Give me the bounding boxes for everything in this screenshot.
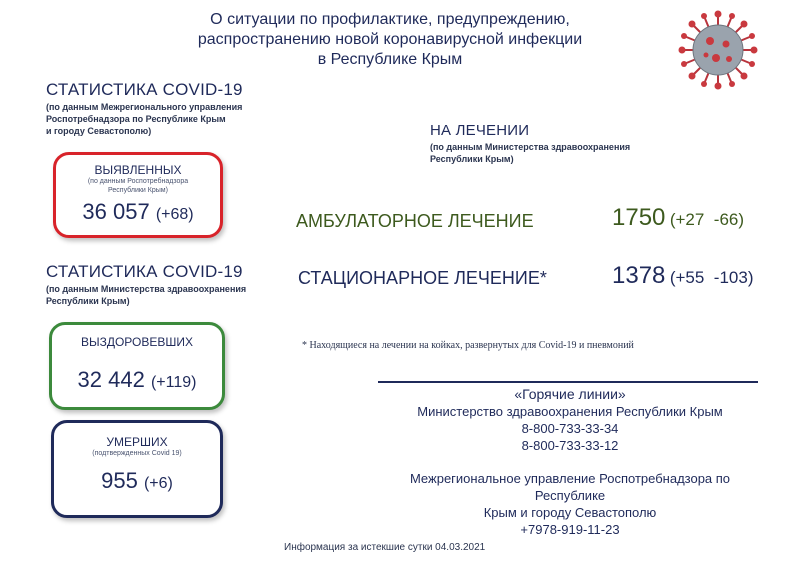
detected-label: ВЫЯВЛЕННЫХ: [94, 163, 182, 177]
stats-rpn-heading: СТАТИСТИКА COVID-19: [46, 80, 243, 99]
ambulatory-count: [612, 204, 744, 232]
footnote: * Находящиеся на лечении на койках, развернутых для Covid-19 и пневмоний: [302, 340, 634, 351]
hotlines-title: «Горячие линии»: [514, 386, 626, 402]
stats-mz-heading: СТАТИСТИКА COVID-19: [46, 262, 243, 281]
title-line-1: О ситуации по профилактике, предупреждению,: [210, 11, 570, 28]
recovered-value: 32 442: [77, 367, 145, 392]
inpatient-value: 1378: [612, 262, 666, 289]
hotlines-mz-phone-2[interactable]: 8-800-733-33-12: [521, 438, 619, 453]
treatment-source-line-2: Республики Крым): [430, 154, 514, 164]
stats-rpn-source-line-3: и городу Севастополю): [46, 126, 152, 136]
died-sub: (подтвержденных Covid 19): [92, 450, 182, 457]
title-line-2: распространению новой коронавирусной инфекции: [197, 31, 583, 48]
hotlines: [380, 386, 760, 538]
inpatient-label: СТАЦИОНАРНОЕ ЛЕЧЕНИЕ*: [298, 268, 547, 288]
ambulatory-label: АМБУЛАТОРНОЕ ЛЕЧЕНИЕ: [296, 211, 534, 231]
stats-rpn-source: [46, 101, 242, 137]
stats-mz-source: [46, 283, 246, 307]
divider: [378, 381, 758, 383]
detected-count: [56, 199, 220, 225]
died-value: 955: [101, 468, 138, 493]
treatment-heading: НА ЛЕЧЕНИИ: [430, 122, 530, 139]
inpatient-delta: (+55 -103): [669, 268, 754, 287]
hotlines-rpn-name-line-2: Крым и городу Севастополю: [483, 505, 657, 520]
detected-source-line-1: (по данным Роспотребнадзора: [87, 178, 189, 185]
died-label: УМЕРШИХ: [106, 435, 168, 449]
died-card: [51, 420, 223, 518]
detected-value: 36 057: [82, 199, 150, 224]
treatment-source: [430, 141, 630, 165]
recovered-card: [49, 322, 225, 410]
title-line-3: в Республике Крым: [317, 51, 463, 68]
hotlines-mz-phone-1[interactable]: 8-800-733-33-34: [521, 421, 619, 436]
stats-rpn-source-line-1: (по данным Межрегионального управления: [46, 102, 243, 112]
info-date: Информация за истекшие сутки 04.03.2021: [284, 542, 486, 553]
stats-mz-source-line-2: Республики Крым): [46, 296, 130, 306]
stats-mz-source-line-1: (по данным Министерства здравоохранения: [46, 284, 247, 294]
hotlines-mz-name: Министерство здравоохранения Республики Крым: [417, 404, 723, 419]
hotlines-spacer: [380, 454, 760, 470]
inpatient-count: [612, 262, 753, 290]
hotlines-rpn-phone[interactable]: +7978-919-11-23: [520, 522, 620, 537]
detected-delta: (+68): [155, 206, 194, 223]
recovered-delta: (+119): [150, 374, 197, 391]
page-title: [150, 10, 630, 70]
ambulatory-value: 1750: [612, 204, 666, 231]
treatment-source-line-1: (по данным Министерства здравоохранения: [430, 142, 631, 152]
detected-source: [56, 177, 220, 195]
detected-source-line-2: Республики Крым): [108, 187, 168, 194]
hotlines-rpn-name-line-1: Межрегиональное управление Роспотребнадзора по Республике: [409, 471, 731, 503]
recovered-label: ВЫЗДОРОВЕВШИХ: [80, 335, 194, 349]
ambulatory-delta: (+27 -66): [669, 210, 745, 229]
recovered-count: [52, 367, 222, 393]
died-count: [54, 468, 220, 494]
died-delta: (+6): [143, 475, 173, 492]
stats-rpn-source-line-2: Роспотребнадзора по Республике Крым: [46, 114, 226, 124]
coronavirus-icon: [676, 8, 760, 92]
detected-card: [53, 152, 223, 238]
